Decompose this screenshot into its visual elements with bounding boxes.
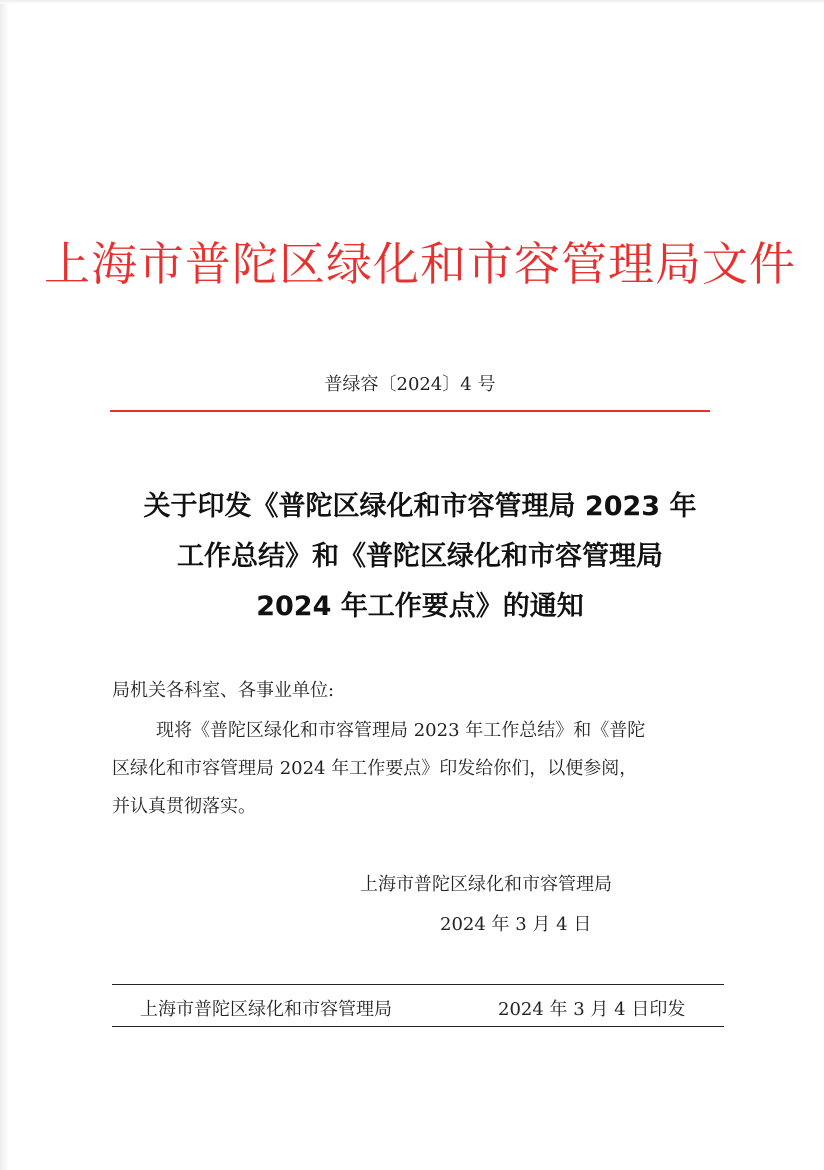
- body-line: 现将《普陀区绿化和市容管理局 2023 年工作总结》和《普陀: [156, 720, 646, 741]
- footer-issue-date: 2024 年 3 月 4 日印发: [498, 999, 686, 1020]
- salutation: 局机关各科室、各事业单位:: [112, 680, 335, 701]
- body-paragraph: [112, 712, 732, 826]
- notice-title-line: 工作总结》和《普陀区绿化和市容管理局: [177, 541, 663, 572]
- footer-top-rule: [112, 984, 724, 985]
- scan-edge-shadow: [0, 0, 10, 1170]
- header-red-divider: [110, 410, 710, 412]
- notice-title-line: 2024 年工作要点》的通知: [256, 591, 584, 622]
- document-number: 普绿容〔2024〕4 号: [324, 374, 496, 395]
- scan-top-shadow: [0, 0, 824, 4]
- document-header-title: 上海市普陀区绿化和市容管理局文件: [44, 237, 796, 291]
- footer-organization: 上海市普陀区绿化和市容管理局: [140, 999, 392, 1020]
- footer-bottom-rule: [112, 1026, 724, 1027]
- notice-title: [80, 482, 760, 632]
- body-line: 区绿化和市容管理局 2024 年工作要点》印发给你们，以便参阅，: [112, 758, 638, 779]
- signature-date: 2024 年 3 月 4 日: [440, 914, 592, 935]
- signature-organization: 上海市普陀区绿化和市容管理局: [360, 874, 612, 895]
- body-line: 并认真贯彻落实。: [112, 796, 256, 817]
- notice-title-line: 关于印发《普陀区绿化和市容管理局 2023 年: [143, 491, 697, 522]
